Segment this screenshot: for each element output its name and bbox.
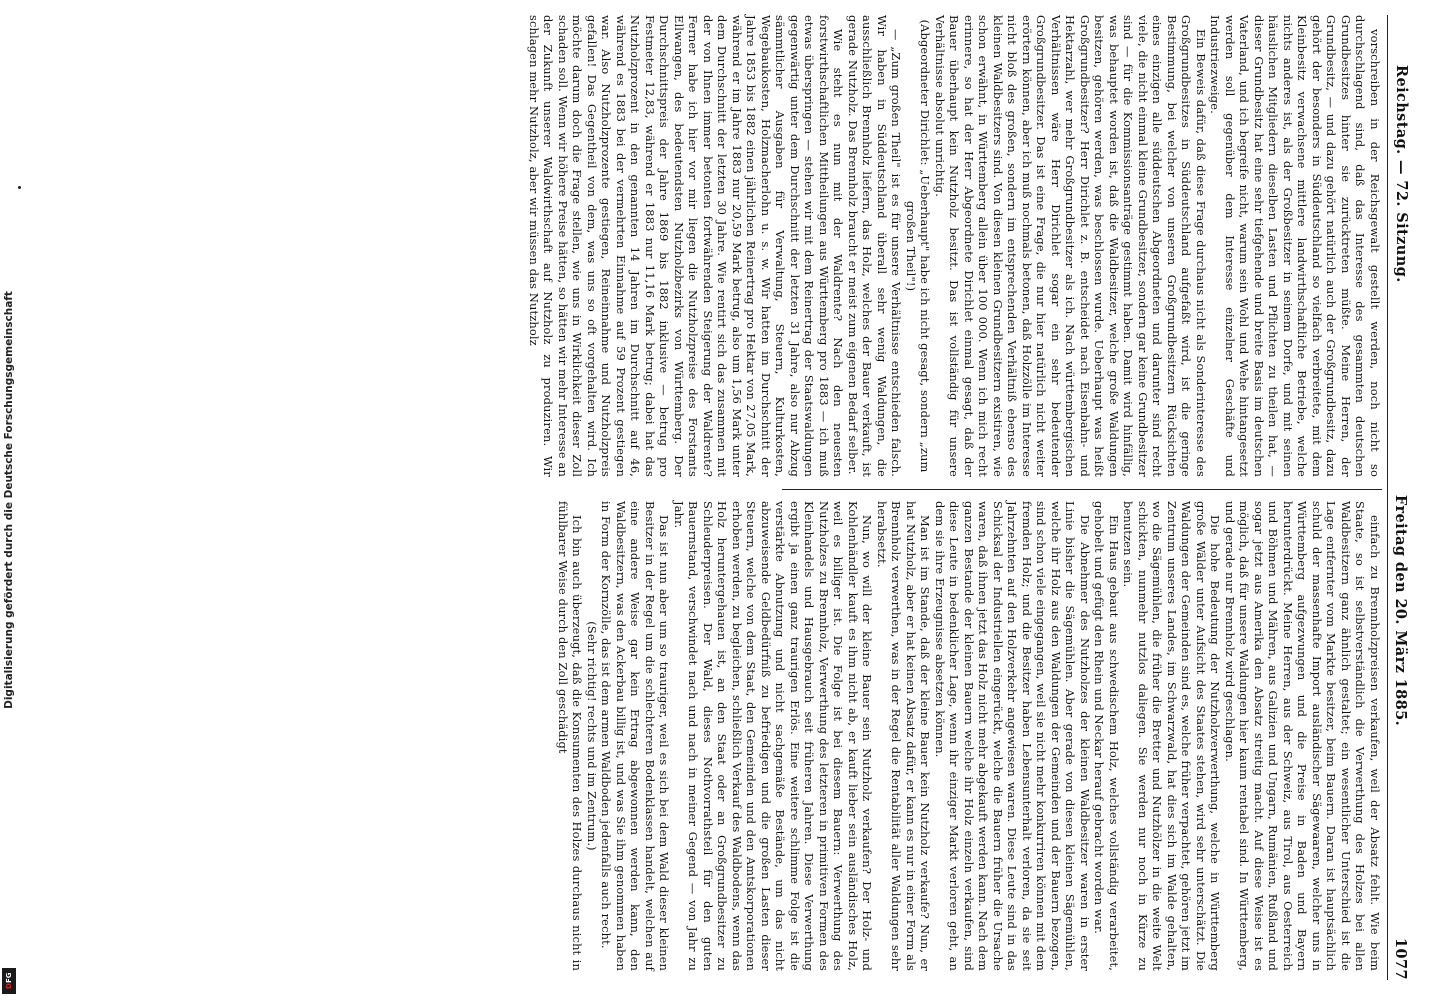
paragraph: Wie steht es nun mit der Waldrente? Nach den neuesten forstwirthschaftlichen Mittheilungen aus Württemberg pro 1883 — ich muß etwas überspringen — stehen wir mit dem Reinertrag der Staatswaldungen gegenwärtig unter dem Durchschnitt der letzten 31 Jahre, also nur Abzug sämmtlicher Ausgaben für Verwaltung, Steuern, Kulturkosten, Wegebaukosten, Holzmacherlohn u. s. w. Wir hatten im Durchschnitt der Jahre 1853 bis 1882 einen jährlichen Reinertrag pro Hektar von 27,05 Mark, während er im Jahre 1883 nur 20,59 Mark betrug, also um 1,56 Mark unter dem Durchschnitt der letzten 30 Jahre. Wie rentirt sich das zusammen mit der von Ihnen immer betonten fortwährenden Steigerung der Waldrente? Ferner habe ich hier vor mir liegen die Nutzholzpreise des Forstamts Ellwangen, des bedeutendsten Nutzholzbezirks von Württemberg. Der Durchschnittspreis der Jahre 1869 bis 1882 inklusive — betrug pro Festmeter 12,83, während er 1883 nur 11,16 Mark betrug; dabei hat das Nutzholzprozent in den genannten 14 Jahren im Durchschnitt auf 46, während es 1883 bei der vermehrten Einnahme auf 59 Prozent gestiegen war. Also Nutzholzprozente gestiegen, Reineinnahme und Nutzholzpreis gefallen! Das Gegentheil von dem, was uns so oft vorgehalten wird. Ich möchte darum doch die Frage stellen, wie uns in Wirklichkeit dieser Zoll schaden soll. Wenn wir höhere Preise hätten, so hätten wir mehr Interesse an der Zukunft unserer Waldwirthschaft auf Nutzholz zu produziren. Wir schlagen mehr Nutzholz, aber wir müssen das Nutzholz xyxy=(527,15,846,477)
page-number: 1077 xyxy=(1392,938,1410,980)
paragraph: einfach zu Brennholzpreisen verkaufen, weil der Absatz fehlt. Wie beim Staate, so ist selbstverständlich die Verwerthung des Holzes bei allen Waldbesitzern ganz ähnlich gestaltet; ein wesentlicher Unterschied ist die Lage entfernter vom Markte besitzer, beim Bauern. Daran ist hauptsächlich schuld der massenhafte Import ausländischer Sägewaaren, welcher uns in Württemberg aufgezwungen und die Preise in Baden und Bayern herunterdrückt. Meine Herren, aus der Schweiz, aus Tirol, aus Oesterreich und Böhmen und Mähren, aus Galizien und Ungarn, Rumänien, Rußland und sogar jetzt aus Amerika den Absatz streitig macht. Auf diese Weise ist es möglich, daß für unsere Waldungen hier kaum rentabel sind. In Württemberg, und gerade nur Brennholz wird geschlagen. xyxy=(1223,501,1382,971)
header-session: Reichstag. — 72. Sitzung. xyxy=(1393,65,1410,283)
column-divider xyxy=(782,489,1382,490)
paragraph: (Sehr richtig! rechts und im Zentrum.) xyxy=(585,621,599,851)
paragraph: Die Abnehmer des Nutzholzes der kleinen Waldbesitzer waren in erster Linie bisher die Sägemühlen. Aber gerade von diesen kleinen Sägemühlen, welche ihr Holz aus den Waldungen der Gemeinden und der Bauern bezogen, sind schon viele eingegangen, weil sie nicht mehr konkurriren können mit dem fremden Holz; und die Besitzer haben Lebensunterhalt verloren, da sie seit Jahrzehnten auf den Holzverkehr angewiesen waren. Diese Leute sind in das Schicksal der Industriellen eingerückt, welche die Bauern früher die Ursache waren, daß ihnen jetzt das Holz nicht mehr abgekauft werden kann. Nach dem ganzen Bestande der kleinen Bauern welche ihr Holz einzeln verkaufen, sind diese Leute in bedenklicher Lage, wenn ihr einziger Markt verloren geht, an dem sie ihre Erzeugnisse absetzen können. xyxy=(933,501,1092,971)
paragraph: Ich bin auch überzeugt, daß die Konsumenten des Holzes durchaus nicht in fühlbarer Weise durch den Zoll geschädigt xyxy=(556,501,585,971)
right-text-column xyxy=(556,501,1382,971)
paragraph: Ein Beweis dafür, daß diese Frage durchaus nicht als Sonderinteresse des Großgrundbesitzes in Süddeutschland aufgefaßt wird, ist die geringe Bestimmung, bei welcher von unseren Großgrundbesitzern Rücksichten eines einzigen alle süddeutschen Abgeordneten und darunter sind recht viele, die nicht einmal kleine Grundbesitzer, sondern gar keine Grundbesitzer sind — für die Kommissionsanträge gestimmt haben. Damit wird hinfällig, was behauptet worden ist, daß die Waldbesitzer, welche große Waldungen besitzen, gehören werden, was beschlossen wurde. Ueberhaupt was heißt Großgrundbesitzer? Herr Dirichlet z. B. entscheidet nach Eisenbahn- und Hektarzahl, wer mehr Großgrundbesitzer als ich. Nach württembergischen Verhältnissen wäre Herr Dirichlet sogar ein sehr bedeutender Großgrundbesitzer. Das ist eine Frage, die nur hier natürlich nicht weiter erörtern können, aber ich muß nochmals betonen, daß Holzzölle im Interesse nicht bloß des großen, sondern im entsprechenden Verhältniß ebenso des kleinen Waldbesitzers sind. Von diesen kleinen Grundbesitzern existiren, wie schon erwähnt, in Württemberg allein über 100 000. Wenn ich mich recht erinnere, so hat der Herr Abgeordnete Dirichlet einmal gesagt, daß der Bauer überhaupt kein Nutzholz besitzt. Das ist vollständig für unsere Verhältnisse absolut unrichtig. xyxy=(933,15,1208,477)
header-left-block xyxy=(1390,15,1412,475)
paragraph: Man ist im Stande, daß der kleine Bauer kein Nutzholz verkaufe? Nun, er hat Nutzholz, aber er hat keinen Absatz dafür, er kann es nur in einer Form als Brennholz verwerthen, was in der Regel die Rentabilität aller Waldungen sehr herabsetzt. xyxy=(875,501,933,971)
header-rule xyxy=(1387,15,1388,980)
dfg-logo: D FG xyxy=(2,968,16,994)
paragraph: — „Zum großen Theil" ist es für unsere Verhältnisse entschieden falsch. Wir haben in Süddeutschland überall sehr wenig Waldungen, die ausschließlich Brennholz liefern, das Holz, welches der Bauer verkauft, ist gerade Nutzholz. Das Brennholz braucht er meist zum eigenen Bedarf selber. xyxy=(846,15,904,477)
paragraph: Nun, wo will der kleine Bauer sein Nutzholz verkaufen? Der Holz- und Kohlenhändler kauft es ihm nicht ab, er kauft lieber sein ausländisches Holz, weil es billiger ist. Die Folge ist bei diesem Bauern: Verwerthung des Nutzholzes zu Brennholz, Verwerthung des letzteren in primitiven Formen des Kleinhandels und Hausgebrauch seit früheren Jahren. Diese Verwerthung ergibt ja einen ganz traurigen Erlös. Eine weitere schlimme Folge ist die verstärkte Abnutzung und nicht sachgemäße Bestände, um das nicht abzuweisende Geldbedürfniß zu befriedigen und die großen Lasten dieser Steuern, welche von dem Staat, den Gemeinden und den Amtskorporationen erhoben werden, zu begleichen, schließlich Verkauf des Waldbodens, wenn das Holz heruntergehauen ist, an den Staat oder an Großgrundbesitzer zu Schleuderpreisen. Der Wald, dieses Nothvorrathsteil für den guten Bauernstand, verschwindet nach und nach in meiner Gegend — von Jahr zu Jahr. xyxy=(672,501,875,971)
upper-half-rotated xyxy=(527,15,1412,980)
paragraph: (Abgeordneter Dirichlet: „Ueberhaupt" habe ich nicht gesagt, sondern „zum großen Theil"!) xyxy=(904,19,933,473)
header-date: Freitag den 20. März 1885. xyxy=(1392,495,1410,727)
paragraph: vorschreiben in der Reichsgewalt gestellt werden, noch nicht so durchschlagend sind, daß das Interesse des gesammten deutschen Grundbesitzes hinter sie zurücktreten müßte. Meine Herren, der Grundbesitz, — und dazu gehört natürlich auch der Großgrundbesitz, dazu gehört der besonders in Süddeutschland so vielfach verbreitete, mit dem Kleinbesitz verwachsene mittlere landwirthschaftliche Betriebe, welche nichts anderes ist, als der Großbesitzer in seinem Dorfe, und mit seinen häuslichen Mitgliedern dieselben Lasten und Pflichten zu theilen hat, — dieser Grundbesitz hat eine sehr tiefgehende und breite Basis im deutschen Vaterland, und ich begreife nicht, warum sein Wohl und Wehe hintangesetzt werden soll gegenüber dem Interesse einzelner Geschäfte und Industriezweige. xyxy=(1208,15,1382,477)
paragraph: Die hohe Bedeutung der Nutzholzverwerthung, welche in Württemberg große Wälder unter Aufsicht des Staates stehen, wird sehr unterschätzt. Die Waldungen der Gemeinden sind es, welche früher verpachtet, gehören jetzt im Zentrum unseres Landes, im Schwarzwald, hat dies sich im Walde gehalten, wo die Sägemühlen, die früher die Bretter und Nutzhölzer in die weite Welt schickten, nunmehr nutzlos daliegen. Sie werden nur noch in Kürze zu benutzen sein. xyxy=(1121,501,1223,971)
document-page xyxy=(40,15,1425,985)
left-text-column xyxy=(527,15,1382,477)
dfg-credit-line: Digitalisierung gefördert durch die Deutsche Forschungsgemeinschaft xyxy=(3,291,15,709)
paragraph: Ein Haus gebaut aus schwedischem Holz, welches vollständig verarbeitet, gehobelt und gefügt den Rhein und Neckar herauf gebracht worden war. xyxy=(1092,501,1121,971)
paragraph: Das ist nun aber um so trauriger, weil es sich bei dem Wald dieser kleinen Besitzer in der Regel um die schlechteren Bodenklassen handelt, welchen auf eine andere Weise gar kein Ertrag abgewonnen werden kann, den Waldbesitzern, was den Ackerbau billig ist, und was Sie ihm genommen haben in Form der Kornzölle, das ist dem armen Waldboden jedenfalls auch recht. xyxy=(599,501,672,971)
scan-speck xyxy=(18,186,21,189)
digitization-sidebar xyxy=(0,0,18,1000)
